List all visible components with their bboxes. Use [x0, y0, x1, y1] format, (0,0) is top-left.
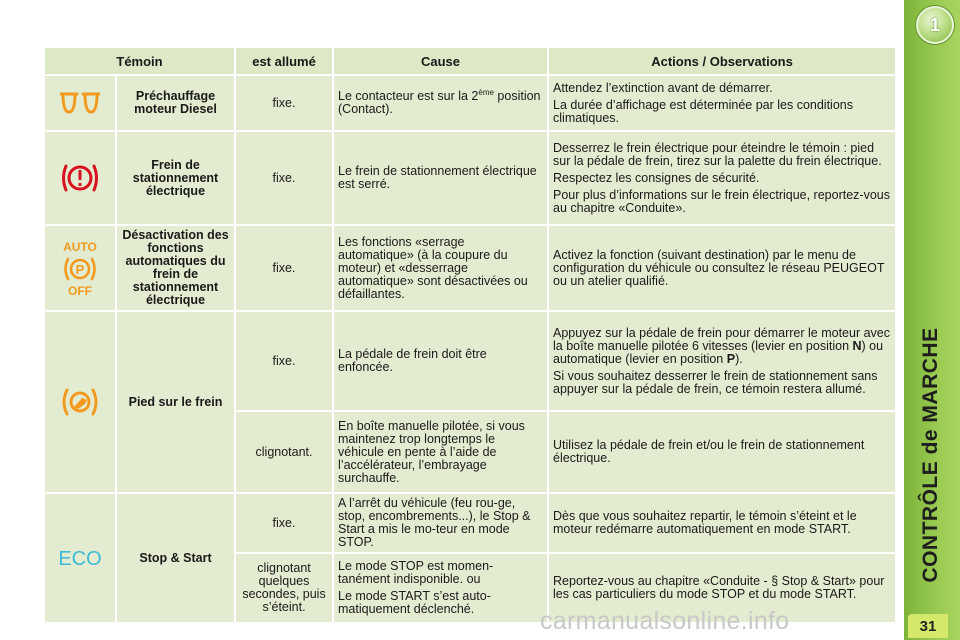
light-cause: A l’arrêt du véhicule (feu rou-ge, stop, encombrements...), le Stop & Start a mis le mo-teur en mode STOP.	[334, 494, 547, 552]
light-actions: Appuyez sur la pédale de frein pour démarrer le moteur avec la boîte manuelle pilotée 6 vitesses (levier en position N) ou automatique (levier en position P). Si vous souhaitez desserrer le frein de stationnement sans appuyer sur la pédale de frein, ce témoin restera allumé.	[549, 312, 895, 410]
light-state: fixe.	[236, 76, 332, 130]
light-actions: Activez la fonction (suivant destination) par le menu de configuration du véhicule ou consultez le réseau PEUGEOT ou un atelier qualifié.	[549, 226, 895, 310]
light-cause: En boîte manuelle pilotée, si vous maintenez trop longtemps le véhicule en pente à l’aide de l’accélérateur, l’embrayage surchauffe.	[334, 412, 547, 492]
light-state: fixe.	[236, 494, 332, 552]
light-name: Frein de stationnement électrique	[117, 132, 234, 224]
chapter-number: 1	[929, 14, 940, 35]
chapter-title: CONTRÔLE de MARCHE	[919, 327, 942, 583]
table-row	[45, 132, 895, 224]
icon-cell	[45, 312, 115, 492]
light-name: Pied sur le frein	[117, 312, 234, 492]
header-allume: est allumé	[236, 48, 332, 74]
brake-warning-icon	[60, 160, 100, 196]
svg-text:AUTO: AUTO	[63, 240, 97, 254]
light-state: clignotant quelques secondes, puis s’éteint.	[236, 554, 332, 622]
icon-cell	[45, 132, 115, 224]
glow-plug-icon	[60, 90, 100, 116]
light-state: fixe.	[236, 132, 332, 224]
table-row	[45, 312, 895, 410]
table-row	[45, 494, 895, 552]
light-actions: Dès que vous souhaitez repartir, le témoin s’éteint et le moteur redémarre automatiquement en mode START.	[549, 494, 895, 552]
warning-lights-table	[43, 46, 897, 624]
light-name: Préchauffage moteur Diesel	[117, 76, 234, 130]
header-temoin: Témoin	[45, 48, 234, 74]
light-name: Désactivation des fonctions automatiques du frein de stationnement électrique	[117, 226, 234, 310]
foot-on-brake-icon	[60, 386, 100, 418]
icon-cell	[45, 226, 115, 310]
light-actions: Attendez l’extinction avant de démarrer. La durée d’affichage est déterminée par les conditions climatiques.	[549, 76, 895, 130]
light-state: clignotant.	[236, 412, 332, 492]
light-cause: Les fonctions «serrage automatique» (à la coupure du moteur) et «desserrage automatique» sont désactivées ou défaillantes.	[334, 226, 547, 310]
light-actions: Utilisez la pédale de frein et/ou le frein de stationnement électrique.	[549, 412, 895, 492]
svg-text:ECO: ECO	[58, 548, 102, 570]
light-state: fixe.	[236, 226, 332, 310]
light-cause: Le contacteur est sur la 2ème position (Contact).	[334, 76, 547, 130]
table-header-row	[45, 48, 895, 74]
page-number: 31	[908, 614, 948, 638]
header-cause: Cause	[334, 48, 547, 74]
chapter-number-badge	[916, 6, 954, 44]
light-cause: La pédale de frein doit être enfoncée.	[334, 312, 547, 410]
light-cause: Le mode STOP est momen-tanément indisponible. ou Le mode START s’est auto-matiquement déclenché.	[334, 554, 547, 622]
icon-cell	[45, 494, 115, 622]
light-state: fixe.	[236, 312, 332, 410]
watermark: carmanualsonline.info	[540, 607, 790, 635]
light-actions: Desserrez le frein électrique pour éteindre le témoin : pied sur la pédale de frein, tirez sur la palette du frein électrique. Respectez les consignes de sécurité. Pour plus d’informations sur le frein électrique, reportez-vous au chapitre «Conduite».	[549, 132, 895, 224]
svg-text:P: P	[75, 262, 85, 277]
icon-cell	[45, 76, 115, 130]
light-name: Stop & Start	[117, 494, 234, 622]
svg-text:OFF: OFF	[68, 284, 92, 297]
table-row	[45, 226, 895, 310]
light-actions: Reportez-vous au chapitre «Conduite - § Stop & Start» pour les cas particuliers du mode STOP et du mode START.	[549, 554, 895, 622]
header-actions: Actions / Observations	[549, 48, 895, 74]
table-row	[45, 76, 895, 130]
light-cause: Le frein de stationnement électrique est serré.	[334, 132, 547, 224]
eco-icon	[56, 546, 104, 570]
auto-park-off-icon	[58, 239, 102, 297]
